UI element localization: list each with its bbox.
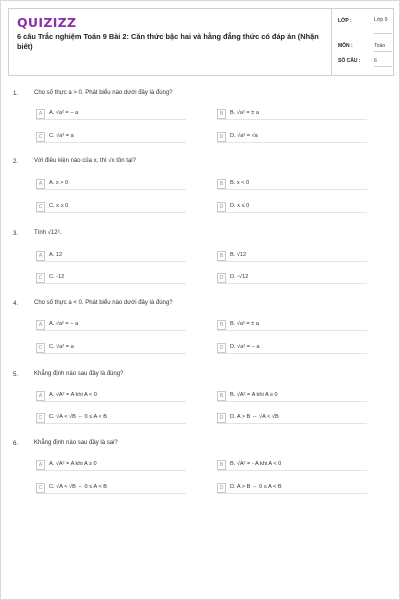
option-text: D. A > B ⇔ 0 ≤ A < B (230, 484, 282, 490)
option-text: C. √A < √B ⇔ 0 ≤ A < B (49, 414, 108, 420)
option-underline (217, 470, 367, 471)
option-text: C. -12 (49, 274, 65, 280)
count-underline (374, 66, 392, 67)
option-a[interactable] (36, 391, 186, 403)
option-letter: B (217, 460, 226, 470)
option-text: C. √a² = a (49, 133, 74, 139)
option-text: B. √A² = - A khi A < 0 (230, 461, 282, 467)
option-text: D. -√12 (230, 274, 249, 280)
option-underline (36, 401, 186, 402)
option-text: D. A > B ⇔ √A < √B (230, 414, 279, 420)
option-underline (36, 423, 186, 424)
option-b[interactable] (217, 460, 367, 472)
option-letter: C (36, 273, 45, 283)
option-a[interactable] (36, 320, 186, 332)
option-c[interactable] (36, 202, 186, 214)
option-underline (36, 470, 186, 471)
option-letter: B (217, 320, 226, 330)
subject-value: Toán (374, 43, 386, 49)
option-letter: D (217, 483, 226, 493)
option-a[interactable] (36, 109, 186, 121)
option-c[interactable] (36, 413, 186, 425)
option-text: A. √a² = − a (49, 110, 79, 116)
count-label: SỐ CÂU : (338, 58, 361, 64)
option-underline (217, 142, 367, 143)
option-text: A. √A² = A khi A ≥ 0 (49, 461, 97, 467)
option-underline (217, 423, 367, 424)
option-letter: A (36, 109, 45, 119)
option-letter: C (36, 483, 45, 493)
option-text: C. √a² = a (49, 344, 74, 350)
option-b[interactable] (217, 109, 367, 121)
option-d[interactable] (217, 413, 367, 425)
option-letter: D (217, 273, 226, 283)
option-underline (217, 283, 367, 284)
option-letter: A (36, 320, 45, 330)
option-letter: B (217, 109, 226, 119)
option-letter: D (217, 202, 226, 212)
option-letter: C (36, 413, 45, 423)
worksheet-header (8, 8, 394, 76)
option-text: A. √a² = − a (49, 321, 79, 327)
option-a[interactable] (36, 179, 186, 191)
option-letter: C (36, 202, 45, 212)
option-c[interactable] (36, 343, 186, 355)
question-text: Khẳng định nào sau đây là đúng? (34, 371, 124, 377)
option-letter: C (36, 343, 45, 353)
option-letter: A (36, 460, 45, 470)
option-underline (36, 261, 186, 262)
option-underline (36, 189, 186, 190)
option-underline (36, 142, 186, 143)
question-text: Cho số thực a < 0. Phát biểu nào dưới đây là đúng? (34, 300, 173, 306)
option-letter: B (217, 179, 226, 189)
quizizz-logo: QUIZIZZ (17, 15, 77, 30)
option-text: C. √A < √B ⇔ 0 ≤ A < B (49, 484, 108, 490)
class-underline (374, 33, 392, 34)
option-text: B. x < 0 (230, 180, 250, 186)
option-letter: C (36, 132, 45, 142)
option-underline (36, 330, 186, 331)
option-letter: B (217, 251, 226, 261)
option-text: A. x > 0 (49, 180, 69, 186)
question-text: Với điều kiện nào của x, thì √x tồn tại? (34, 158, 136, 164)
option-letter: D (217, 132, 226, 142)
count-value: 6 (374, 58, 377, 64)
option-underline (36, 283, 186, 284)
option-underline (217, 493, 367, 494)
option-text: D. x ≤ 0 (230, 203, 250, 209)
option-letter: B (217, 391, 226, 401)
question-text: Tính √12². (34, 230, 62, 236)
option-underline (36, 212, 186, 213)
option-b[interactable] (217, 320, 367, 332)
option-letter: A (36, 391, 45, 401)
option-underline (217, 401, 367, 402)
option-d[interactable] (217, 483, 367, 495)
option-c[interactable] (36, 273, 186, 285)
option-underline (217, 330, 367, 331)
option-letter: A (36, 179, 45, 189)
option-text: C. x ≥ 0 (49, 203, 69, 209)
option-text: B. √A² = A khi A ≥ 0 (230, 392, 278, 398)
option-a[interactable] (36, 251, 186, 263)
class-value: Lớp 9 (374, 17, 388, 23)
option-letter: D (217, 413, 226, 423)
option-text: A. 12 (49, 252, 63, 258)
question-text: Khẳng định nào sau đây là sai? (34, 440, 118, 446)
question-number: 3. (13, 230, 19, 237)
option-text: D. √a² = √a (230, 133, 258, 139)
worksheet-meta (331, 9, 395, 75)
option-letter: A (36, 251, 45, 261)
option-b[interactable] (217, 391, 367, 403)
option-d[interactable] (217, 202, 367, 214)
option-d[interactable] (217, 273, 367, 285)
question-number: 6. (13, 440, 19, 447)
option-b[interactable] (217, 251, 367, 263)
option-a[interactable] (36, 460, 186, 472)
subject-underline (374, 51, 392, 52)
class-label: LỚP : (338, 18, 352, 24)
option-c[interactable] (36, 132, 186, 144)
option-underline (217, 189, 367, 190)
question-number: 1. (13, 90, 19, 97)
question-text: Cho số thực a > 0. Phát biểu nào dưới đây là đúng? (34, 90, 173, 96)
option-d[interactable] (217, 132, 367, 144)
option-text: B. √12 (230, 252, 247, 258)
option-text: D. √a² = − a (230, 344, 260, 350)
option-d[interactable] (217, 343, 367, 355)
option-underline (36, 493, 186, 494)
option-letter: D (217, 343, 226, 353)
question-number: 4. (13, 300, 19, 307)
subject-label: MÔN : (338, 43, 353, 49)
question-number: 5. (13, 371, 19, 378)
option-underline (217, 212, 367, 213)
question-number: 2. (13, 158, 19, 165)
option-text: B. √a² = ± a (230, 110, 259, 116)
option-c[interactable] (36, 483, 186, 495)
option-text: B. √a² = ± a (230, 321, 259, 327)
option-text: A. √A² = A khi A < 0 (49, 392, 97, 398)
option-underline (217, 119, 367, 120)
option-b[interactable] (217, 179, 367, 191)
option-underline (36, 353, 186, 354)
option-underline (217, 353, 367, 354)
worksheet-title: 6 câu Trắc nghiệm Toán 9 Bài 2: Căn thức bậc hai và hằng đẳng thức có đáp án (Nhận biết) (17, 32, 319, 51)
option-underline (217, 261, 367, 262)
option-underline (36, 119, 186, 120)
